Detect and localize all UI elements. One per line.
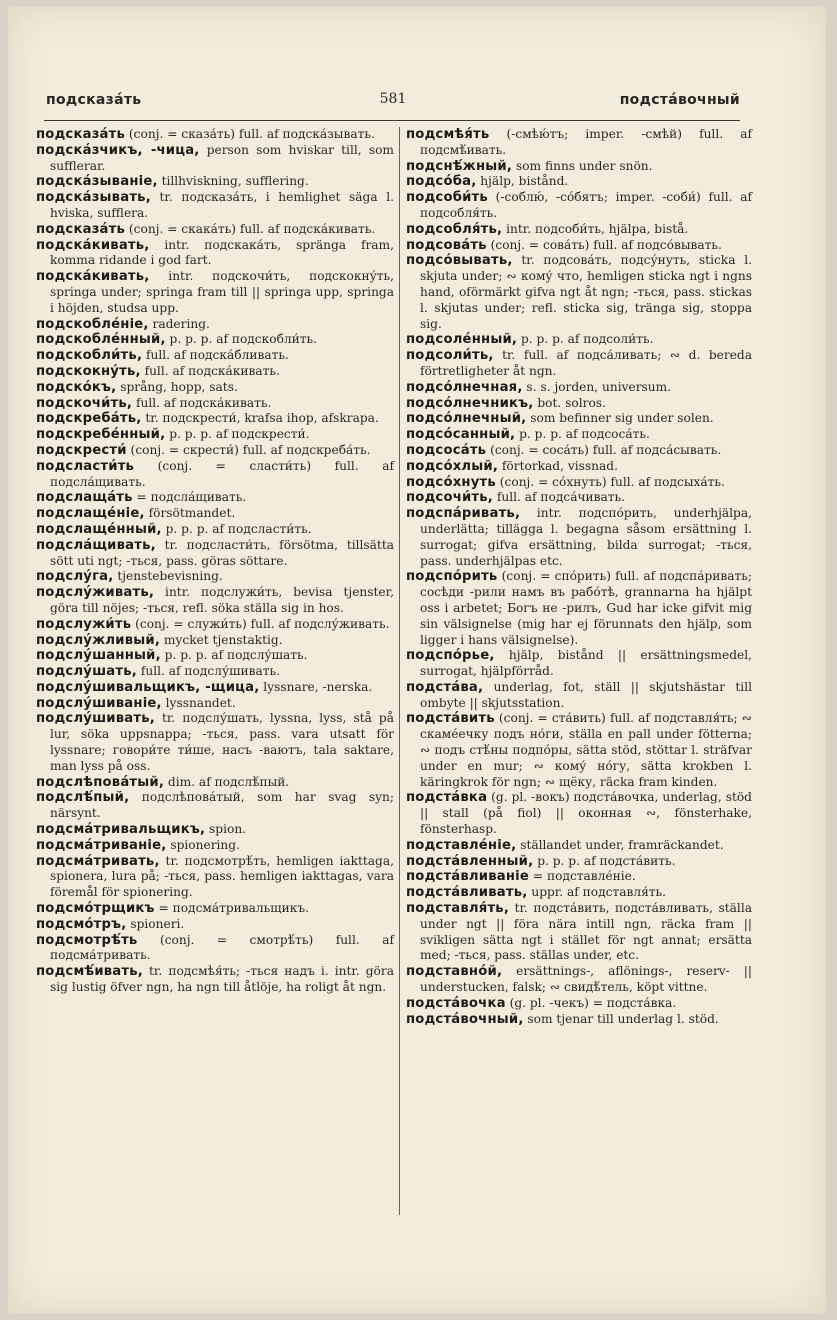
entry-definition: tr. подста́вить, подста́вливать, ställa under ngt || föra nära intill ngn, räcka fram || svikligen sätta ngt i stället för ngt annat; ersätta med; -ться, pass. ställas under, etc. [420, 901, 752, 963]
entry-headword: подсма́тривать, [36, 853, 160, 869]
entry-headword: подслу́шивальщикъ, -щица, [36, 679, 260, 695]
page-header [46, 92, 740, 114]
entry-definition: = подставле́ніе. [529, 869, 636, 884]
entry-headword: подсла́щивать, [36, 537, 156, 553]
entry-headword: подска́кивать, [36, 269, 150, 285]
dictionary-entry [406, 885, 752, 901]
dictionary-entry [36, 680, 394, 696]
entry-headword: подслу́живать, [36, 585, 155, 601]
dictionary-entry [36, 427, 394, 443]
entry-headword: подсобля́ть, [406, 221, 503, 237]
entry-definition: tjenstebevisning. [113, 569, 223, 584]
dictionary-entry [36, 790, 394, 822]
entry-definition: (conj. = со́хнуть) full. af подсыха́ть. [495, 474, 725, 489]
entry-headword: подска́зчикъ, -чица, [36, 142, 200, 158]
dictionary-entry [36, 238, 394, 270]
entry-headword: подсо́санный, [406, 427, 516, 443]
entry-headword: подста́ва, [406, 679, 484, 695]
entry-headword: подска́зываніе, [36, 174, 158, 190]
entry-headword: подсо́лнечникъ, [406, 395, 534, 411]
entry-headword: подскочи́ть, [36, 395, 133, 411]
dictionary-entry [406, 711, 752, 790]
entry-definition: full. af подса́чивать. [493, 490, 626, 505]
entry-definition: som tjenar till underlag l. stöd. [523, 1011, 719, 1026]
header-right-word: подста́вочный [619, 92, 740, 108]
dictionary-entry [406, 490, 752, 506]
entry-definition: försötmandet. [144, 506, 236, 521]
dictionary-entry [36, 522, 394, 538]
dictionary-entry [406, 901, 752, 964]
entry-definition: (-смѣю́тъ; imper. -смѣй) full. af подсмѣ́ивать. [420, 127, 752, 157]
dictionary-entry [406, 222, 752, 238]
header-rule [44, 120, 740, 121]
entry-headword: подслу́жливый, [36, 632, 161, 648]
entry-headword: подсова́ть [406, 237, 487, 253]
dictionary-entry [36, 506, 394, 522]
entry-definition: tr. подсласти́ть, försötma, tillsätta sött uti ngt; -ться, pass. göras söttare. [50, 537, 394, 568]
entry-headword: подсма́тривальщикъ, [36, 822, 206, 838]
entry-definition: (conj. = скрести́) full. af подскреба́ть. [126, 442, 371, 457]
dictionary-entry [36, 443, 394, 459]
dictionary-entry [36, 490, 394, 506]
dictionary-entry [406, 190, 752, 222]
entry-definition: ersättnings-, aflönings-, reserv- || understucken, falsk; ∾ свидѣ́тель, köpt vittne. [420, 964, 752, 995]
entry-headword: подсоле́нный, [406, 332, 518, 348]
entry-definition: подслѣпова́тый, som har svag syn; närsynt. [50, 790, 394, 821]
entry-definition: (conj. = спо́рить) full. af подспа́ривать; сосѣди -рили намъ въ рабо́тѣ, grannarna ha hjälpt oss i arbetet; Богъ не -рилъ, Gud har icke gifvit mig sin välsignelse (mig har ej förunnats den hjälp, som ligger i hans välsignelse). [420, 569, 752, 647]
dictionary-entry [406, 790, 752, 837]
dictionary-entry [36, 538, 394, 570]
entry-headword: подсоби́ть [406, 190, 488, 206]
entry-headword: подсласти́ть [36, 458, 135, 474]
entry-definition: dim. af подслѣ́пый. [164, 774, 290, 789]
dictionary-entry [36, 838, 394, 854]
dictionary-entry [406, 174, 752, 190]
entry-definition: som befinner sig under solen. [526, 411, 714, 426]
dictionary-entry [36, 317, 394, 333]
entry-definition: = подсма́тривальщикъ. [154, 901, 310, 916]
entry-headword: подсказа́ть [36, 127, 126, 142]
entry-definition: full. af подслу́шивать. [137, 664, 280, 679]
entry-definition: mycket tjenstaktig. [160, 632, 283, 647]
dictionary-entry [406, 869, 752, 885]
entry-definition: intr. подслужи́ть, bevisa tjenster, göra till nöjes; -ться, refl. söka ställa sig in hos. [50, 585, 394, 615]
entry-definition: intr. подскака́ть, spränga fram, komma ridande i god fart. [50, 237, 394, 268]
entry-headword: подставно́й, [406, 964, 503, 980]
entry-headword: подста́вить [406, 711, 495, 727]
entry-definition: spioneri. [126, 916, 185, 931]
entry-headword: подсо́хнуть [406, 474, 496, 490]
dictionary-entry [36, 901, 394, 917]
dictionary-page [8, 6, 826, 1314]
entry-headword: подскреба́ть, [36, 411, 142, 427]
entry-definition: intr. подскочи́ть, подскокну́ть, springa under; springa fram till || springa upp, springa i höjden, studsa upp. [50, 269, 394, 315]
entry-headword: подскобле́ніе, [36, 316, 149, 332]
entry-headword: подсо́лнечный, [406, 411, 527, 427]
dictionary-entry [406, 838, 752, 854]
entry-headword: подсмѣя́ть [406, 127, 490, 142]
dictionary-entry [36, 933, 394, 965]
entry-definition: (conj. = сова́ть) full. af подсо́вывать. [486, 237, 722, 252]
entry-definition: full. af подска́кивать. [132, 395, 272, 410]
dictionary-entry [36, 569, 394, 585]
dictionary-entry [406, 459, 752, 475]
entry-definition: språng, hopp, sats. [116, 379, 238, 394]
dictionary-entry [406, 127, 752, 159]
dictionary-entry [406, 427, 752, 443]
entry-definition: uppr. af подставля́ть. [527, 885, 667, 900]
column-divider [399, 127, 400, 1215]
entry-definition: s. s. jorden, universum. [522, 379, 672, 394]
entry-definition: p. p. p. af подслу́шать. [160, 648, 308, 663]
dictionary-entry [36, 348, 394, 364]
entry-headword: подскокну́ть, [36, 363, 141, 379]
entry-definition: (conj. = смотрѣ́ть) full. af подсма́тривать. [50, 932, 394, 963]
dictionary-entry [406, 680, 752, 712]
entry-definition: p. p. p. af подскобли́ть. [165, 332, 318, 347]
entry-headword: подслужи́ть [36, 616, 132, 632]
entry-headword: подслаще́ніе, [36, 506, 145, 522]
entry-definition: (conj. = служи́ть) full. af подслу́живать. [131, 616, 390, 631]
dictionary-entry [36, 143, 394, 175]
dictionary-entry [406, 569, 752, 648]
entry-headword: подслу́шиваніе, [36, 695, 162, 711]
entry-headword: подспа́ривать, [406, 506, 521, 522]
entry-definition: person som hviskar till, som sufflerar. [50, 142, 394, 173]
dictionary-entry [406, 238, 752, 254]
entry-definition: tr. подсказа́ть, i hemlighet säga l. hviska, sufflera. [50, 190, 394, 220]
entry-definition: (conj. = скака́ть) full. af подска́кивать. [125, 221, 376, 236]
dictionary-entry [406, 854, 752, 870]
entry-headword: подслу́га, [36, 569, 114, 585]
entry-definition: (g. pl. -чекъ) = подста́вка. [505, 995, 677, 1010]
dictionary-entry [406, 396, 752, 412]
dictionary-entry [406, 253, 752, 332]
dictionary-entry [406, 996, 752, 1012]
dictionary-entry [36, 854, 394, 901]
entry-headword: подслаща́ть [36, 490, 133, 506]
entry-headword: подсо́ба, [406, 174, 477, 190]
entry-headword: подслаще́нный, [36, 521, 162, 537]
header-left-word: подсказа́ть [46, 92, 142, 108]
entry-definition: tr. подсова́ть, подсу́нуть, sticka l. skjuta under; ∾ кому́ что, hemligen sticka ngt i ngns hand, oförmärkt gifva ngt åt ngn; -ться, pass. stickas l. skjutas under; refl. sticka sig, tränga sig, stoppa sig. [420, 253, 752, 331]
entry-headword: подсо́вывать, [406, 253, 513, 269]
dictionary-entry [36, 585, 394, 617]
dictionary-entry [36, 617, 394, 633]
entry-definition: full. af подска́кивать. [140, 363, 280, 378]
entry-headword: подска́зывать, [36, 190, 151, 206]
entry-definition: (conj. = сказа́ть) full. af подска́зывать. [125, 127, 375, 141]
entry-headword: подставле́ніе, [406, 837, 517, 853]
dictionary-entry [36, 127, 394, 143]
dictionary-entry [406, 411, 752, 427]
entry-definition: förtorkad, vissnad. [498, 458, 618, 473]
entry-headword: подслѣпова́тый, [36, 774, 165, 790]
entry-definition: (conj. = ста́вить) full. af подставля́ть; ∾ скаме́ечку подъ но́ги, ställa en pall under fötterna; ∾ подъ стѣ́ны подпо́ры, sätta stöd, stöttar l. sträfvar under en mur; ∾ кому́ но́гу, sätta krokben l. käringkrok för ngn; ∾ щёку, räcka fram kinden. [420, 711, 752, 789]
entry-headword: подсмотрѣ́ть [36, 932, 138, 948]
dictionary-entry [36, 775, 394, 791]
page-number: 581 [379, 91, 407, 107]
entry-definition: p. p. p. af подсоли́ть. [517, 332, 654, 347]
entry-headword: подспо́рье, [406, 648, 495, 664]
dictionary-entry [36, 664, 394, 680]
entry-definition: tr. full. af подса́ливать; ∾ d. bereda förtretligheter åt ngn. [420, 348, 752, 378]
dictionary-entry [36, 190, 394, 222]
entry-headword: подсо́лнечная, [406, 379, 523, 395]
entry-headword: подста́вочный, [406, 1011, 524, 1027]
dictionary-entry [406, 443, 752, 459]
entry-headword: подслу́шанный, [36, 648, 161, 664]
entry-headword: подсоса́ть [406, 442, 487, 458]
dictionary-entry [36, 364, 394, 380]
dictionary-entry [36, 222, 394, 238]
entry-headword: подспо́рить [406, 569, 498, 585]
entry-headword: подснѣ́жный, [406, 158, 513, 174]
entry-definition: (g. pl. -вокъ) подста́вочка, underlag, stöd || stall (på fiol) || оконная ∾, fönsterhake, fönsterhasp. [420, 790, 752, 837]
entry-definition: tr. подслу́шать, lyssna, lyss, stå på lur, söka uppsnappa; -ться, pass. vara utsatt för lyssnare; говори́те ти́ше, насъ -ваютъ, tala saktare, man lyss på oss. [50, 711, 394, 773]
entry-headword: подста́вливаніе [406, 869, 530, 885]
entry-definition: tr. подсмотрѣ́ть, hemligen iakttaga, spionera, lura på; -ться, pass. hemligen iakttagas, vara föremål för spionering. [50, 853, 394, 900]
entry-definition: (conj. = соса́ть) full. af подса́сывать. [486, 442, 722, 457]
entry-definition: hjälp, bistånd. [476, 174, 569, 189]
dictionary-entry [36, 964, 394, 996]
entry-headword: подста́вленный, [406, 853, 534, 869]
entry-headword: подсмо́тръ, [36, 916, 127, 932]
entry-definition: p. p. p. af подсласти́ть. [161, 521, 312, 536]
dictionary-entry [406, 159, 752, 175]
dictionary-entry [36, 917, 394, 933]
left-column [36, 127, 394, 996]
entry-headword: подсмо́трщикъ [36, 901, 155, 917]
entry-headword: подста́вливать, [406, 885, 528, 901]
entry-definition: p. p. p. af подсоса́ть. [515, 427, 650, 442]
entry-definition: (conj. = сласти́ть) full. af подсла́щивать. [50, 458, 394, 489]
entry-headword: подскобли́ть, [36, 348, 143, 364]
entry-headword: подсма́триваніе, [36, 837, 167, 853]
dictionary-entry [36, 380, 394, 396]
entry-headword: подслу́шать, [36, 664, 137, 680]
entry-definition: intr. подспо́рить, underhjälpa, underlätta; tillägga l. begagna såsom ersättning l. surrogat; gifva ersättning, bilda surrogat; -ться, pass. underhjälpas etc. [420, 506, 752, 568]
entry-definition: radering. [148, 316, 210, 331]
entry-definition: hjälp, bistånd || ersättningsmedel, surrogat, hjälpförråd. [420, 648, 752, 679]
entry-definition: = подсла́щивать. [132, 490, 247, 505]
dictionary-entry [36, 648, 394, 664]
entry-headword: подсмѣ́ивать, [36, 964, 143, 980]
dictionary-entry [36, 174, 394, 190]
entry-headword: подсочи́ть, [406, 490, 493, 506]
entry-definition: p. p. p. af подскрести́. [165, 427, 310, 442]
entry-definition: spion. [205, 822, 247, 837]
entry-headword: подста́вка [406, 790, 488, 806]
entry-headword: подслѣ́пый, [36, 790, 130, 806]
entry-headword: подскрести́ [36, 442, 127, 458]
entry-definition: bot. solros. [533, 395, 606, 410]
dictionary-entry [36, 411, 394, 427]
entry-headword: подста́вочка [406, 995, 506, 1011]
entry-definition: lyssnare, -nerska. [259, 679, 373, 694]
right-column [406, 127, 752, 1027]
entry-headword: подсо́хлый, [406, 458, 499, 474]
entry-definition: som finns under snön. [512, 158, 653, 173]
dictionary-entry [406, 348, 752, 380]
entry-definition: tillhviskning, sufflering. [157, 174, 309, 189]
entry-definition: lyssnandet. [161, 695, 236, 710]
entry-headword: подслу́шивать, [36, 711, 155, 727]
dictionary-entry [36, 332, 394, 348]
entry-definition: full. af подска́бливать. [142, 348, 289, 363]
entry-definition: tr. подсмѣя́ть; -ться надъ i. intr. göra sig lustig öfver ngn, ha ngn till åtlöje, ha roligt åt ngn. [50, 964, 394, 995]
entry-headword: подско́къ, [36, 379, 117, 395]
entry-definition: intr. подсоби́ть, hjälpa, bistå. [502, 221, 689, 236]
entry-definition: (-соблю́, -со́бятъ; imper. -соби́) full. af подсобля́ть. [420, 190, 752, 220]
entry-definition: tr. подскрести́, krafsa ihop, afskrapa. [141, 411, 379, 426]
dictionary-entry [406, 506, 752, 569]
dictionary-entry [36, 696, 394, 712]
dictionary-entry [36, 822, 394, 838]
entry-headword: подска́кивать, [36, 237, 150, 253]
dictionary-entry [36, 269, 394, 316]
dictionary-entry [406, 332, 752, 348]
dictionary-entry [36, 633, 394, 649]
dictionary-entry [406, 1012, 752, 1028]
entry-definition: underlag, fot, ställ || skjutshästar till ombyte || skjutsstation. [420, 679, 752, 710]
entry-headword: подставля́ть, [406, 901, 510, 917]
dictionary-entry [36, 396, 394, 412]
dictionary-entry [36, 459, 394, 491]
entry-definition: spionering. [166, 837, 240, 852]
dictionary-entry [406, 648, 752, 680]
dictionary-entry [36, 711, 394, 774]
entry-headword: подсказа́ть [36, 221, 126, 237]
entry-headword: подсоли́ть, [406, 348, 494, 364]
entry-headword: подскобле́нный, [36, 332, 166, 348]
entry-definition: ställandet under, framräckandet. [516, 837, 724, 852]
dictionary-entry [406, 380, 752, 396]
entry-headword: подскребе́нный, [36, 427, 166, 443]
dictionary-entry [406, 964, 752, 996]
dictionary-entry [406, 475, 752, 491]
entry-definition: p. p. p. af подста́вить. [533, 853, 676, 868]
